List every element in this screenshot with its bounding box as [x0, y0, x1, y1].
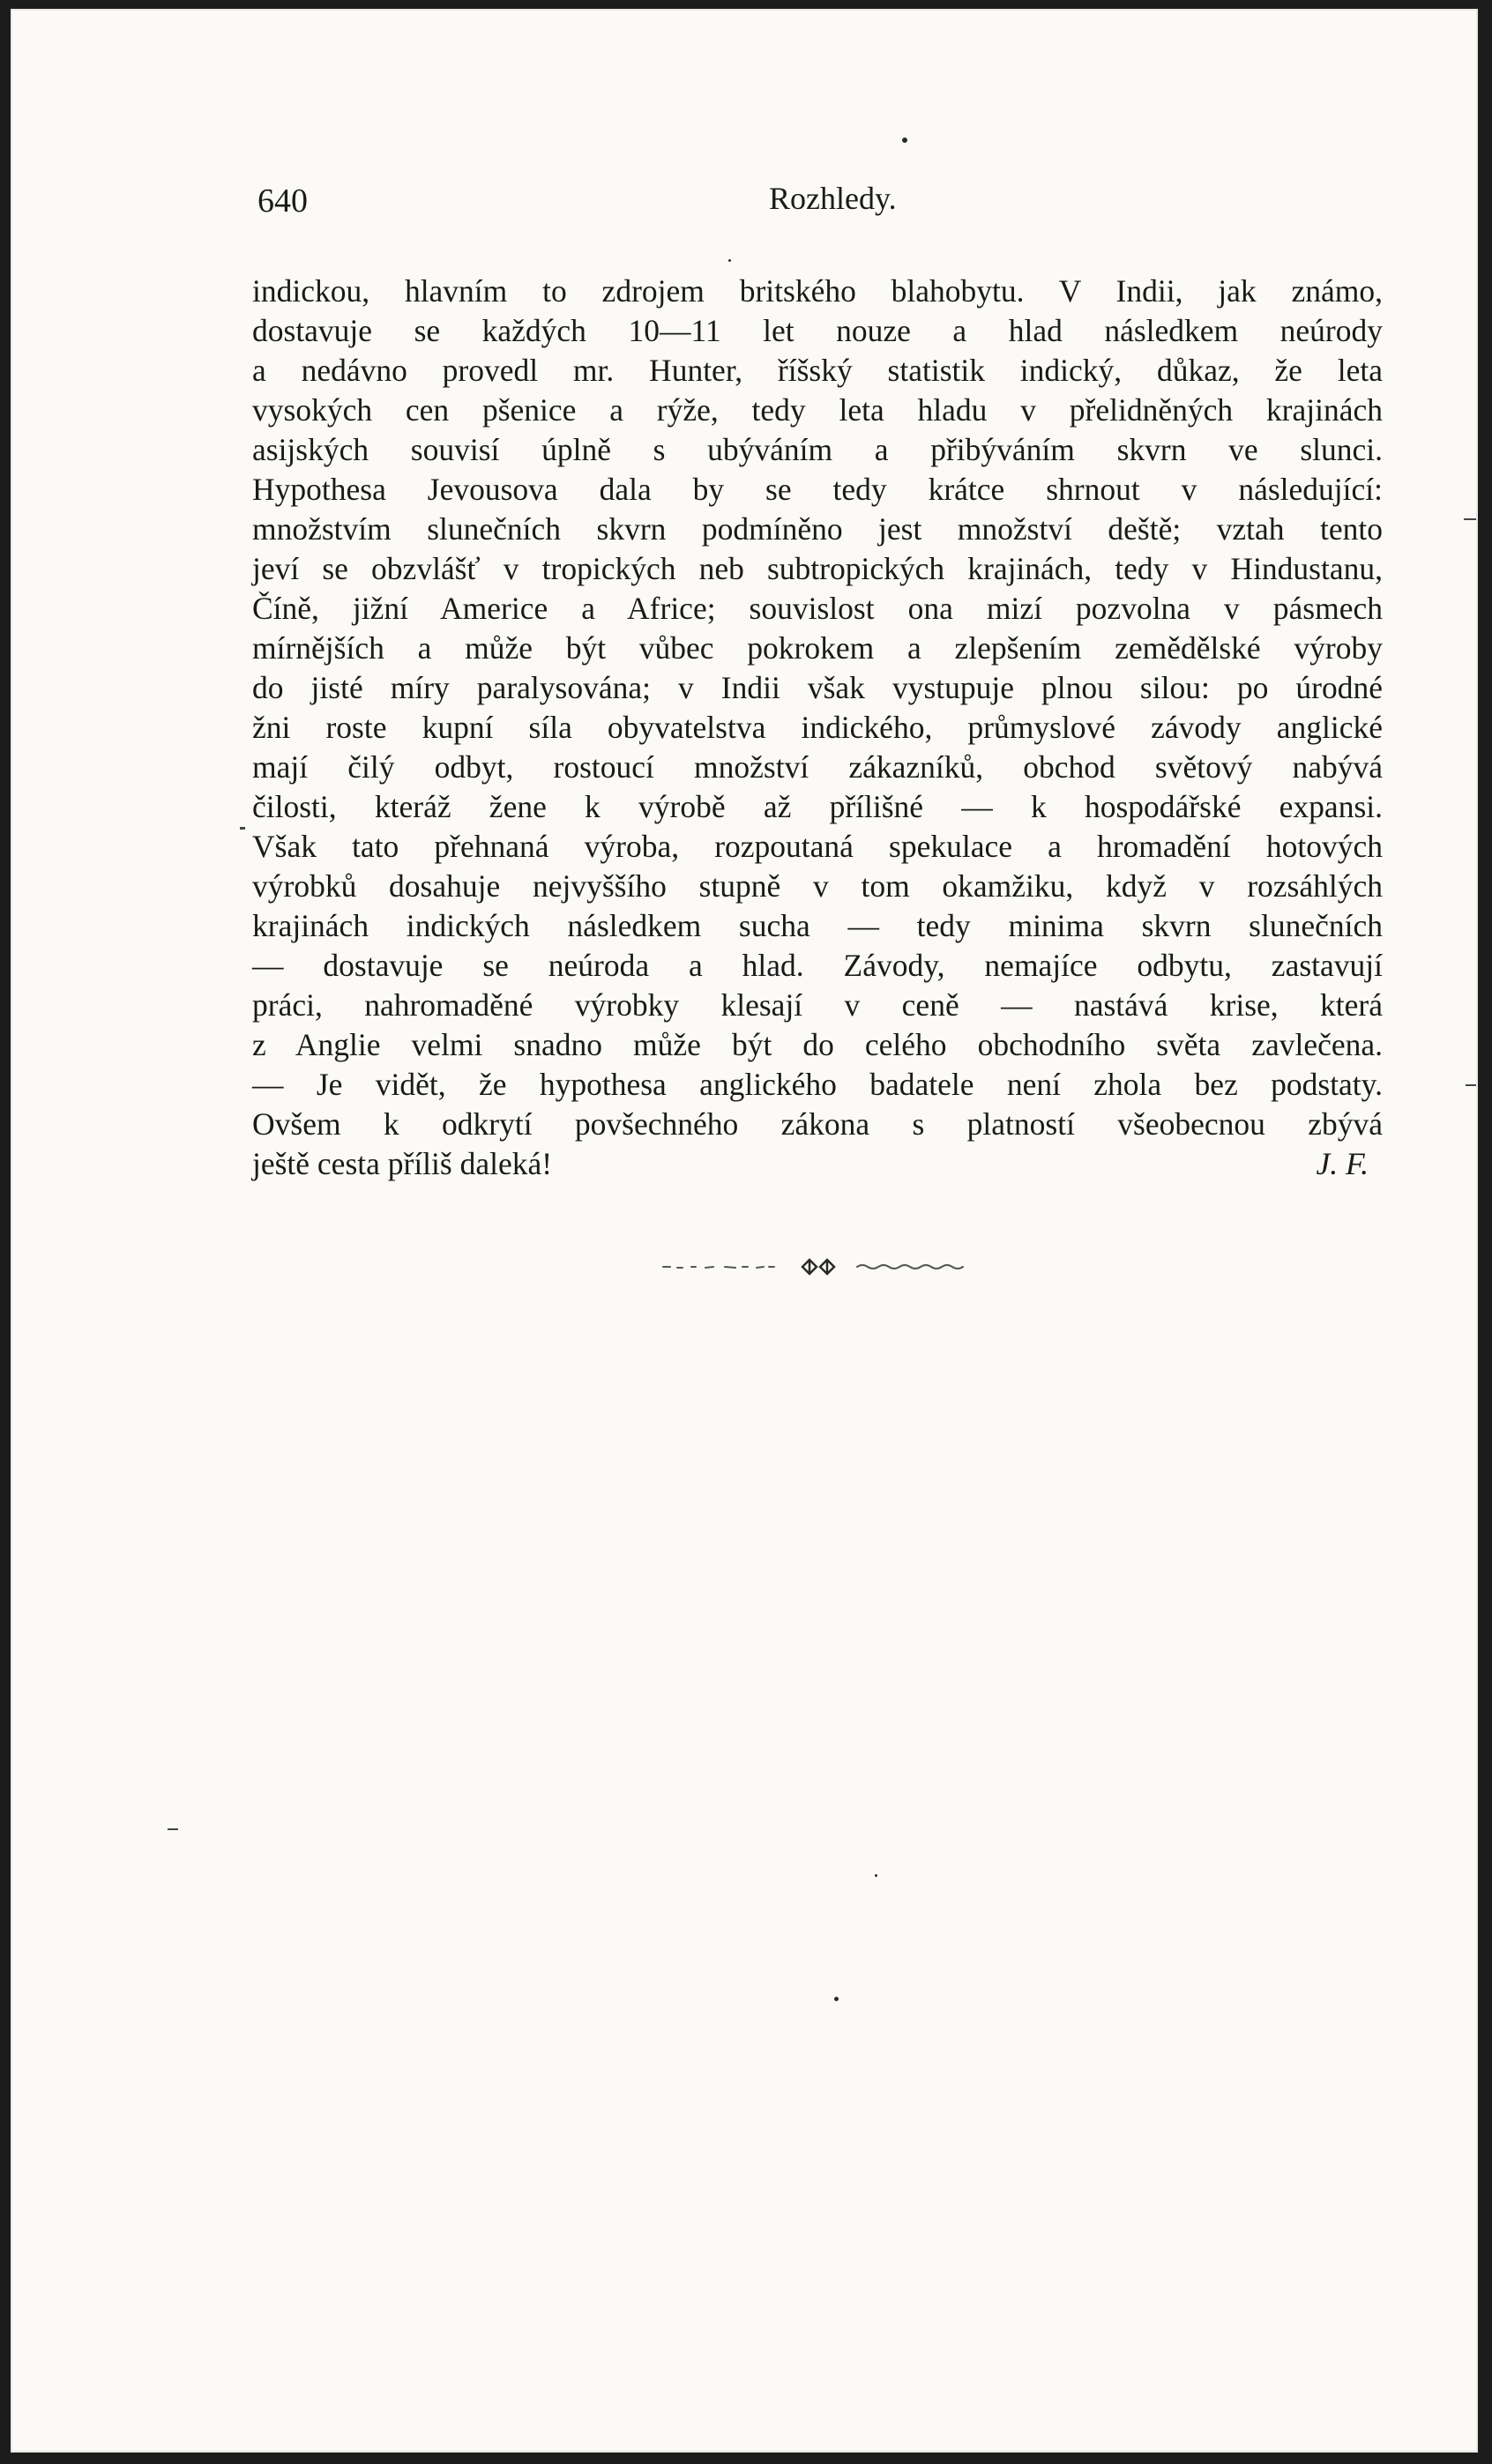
scan-mark — [168, 1828, 178, 1830]
text-line: Však tato přehnaná výroba, rozpoutaná spekulace a hromadění hotových — [252, 829, 1383, 864]
text-line: množstvím slunečních skvrn podmíněno jest množství deště; vztah tento — [252, 511, 1383, 547]
section-end-ornament — [654, 1254, 998, 1280]
text-line: — Je vidět, že hypothesa anglického badatele není zhola bez podstaty. — [252, 1067, 1383, 1102]
text-line: Číně, jižní Americe a Africe; souvislost ona mizí pozvolna v pásmech — [252, 591, 1383, 626]
text-line: Ovšem k odkrytí povšechného zákona s platností všeobecnou zbývá — [252, 1106, 1383, 1142]
document-page — [11, 9, 1478, 2453]
text-line: do jisté míry paralysována; v Indii však vystupuje plnou silou: po úrodné — [252, 670, 1383, 705]
text-line: z Anglie velmi snadno může být do celého obchodního světa zavlečena. — [252, 1027, 1383, 1062]
text-line: dostavuje se každých 10—11 let nouze a hlad následkem neúrody — [252, 313, 1383, 348]
scan-speck — [728, 259, 731, 262]
scan-mark — [1464, 518, 1476, 520]
text-line: mírnějších a může být vůbec pokrokem a zlepšením zemědělské výroby — [252, 630, 1383, 666]
author-signature: J. F. — [1316, 1146, 1369, 1181]
text-line: Hypothesa Jevousova dala by se tedy krátce shrnout v následující: — [252, 472, 1383, 507]
text-line: jeví se obzvlášť v tropických neb subtropických krajinách, tedy v Hindustanu, — [252, 551, 1383, 586]
text-line-final — [252, 1144, 1383, 1184]
scan-mark — [240, 827, 245, 830]
text-line: asijských souvisí úplně s ubýváním a přibýváním skvrn ve slunci. — [252, 432, 1383, 467]
scan-speck — [875, 1874, 877, 1877]
article-body — [252, 272, 1383, 1184]
text-line: práci, nahromaděné výrobky klesají v ceně — nastává krise, která — [252, 987, 1383, 1023]
text-line: výrobků dosahuje nejvyššího stupně v tom okamžiku, když v rozsáhlých — [252, 868, 1383, 904]
text-line: žni roste kupní síla obyvatelstva indického, průmyslové závody anglické — [252, 710, 1383, 745]
text-line: vysokých cen pšenice a rýže, tedy leta hladu v přelidněných krajinách — [252, 392, 1383, 428]
scan-speck — [834, 1997, 839, 2001]
running-head: Rozhledy. — [769, 181, 897, 216]
text-line: indickou, hlavním to zdrojem britského blahobytu. V Indii, jak známo, — [252, 273, 1383, 309]
text-line: čilosti, kteráž žene k výrobě až přílišné — k hospodářské expansi. — [252, 789, 1383, 824]
page-number: 640 — [257, 182, 308, 220]
text-line: mají čilý odbyt, rostoucí množství zákazníků, obchod světový nabývá — [252, 749, 1383, 785]
closing-text: ještě cesta příliš daleká! — [252, 1146, 553, 1181]
text-line: a nedávno provedl mr. Hunter, říšský statistik indický, důkaz, že leta — [252, 353, 1383, 388]
scan-speck — [902, 138, 907, 143]
text-line: — dostavuje se neúroda a hlad. Závody, nemajíce odbytu, zastavují — [252, 948, 1383, 983]
text-line: krajinách indických následkem sucha — tedy minima skvrn slunečních — [252, 908, 1383, 943]
scan-mark — [1466, 1084, 1476, 1086]
